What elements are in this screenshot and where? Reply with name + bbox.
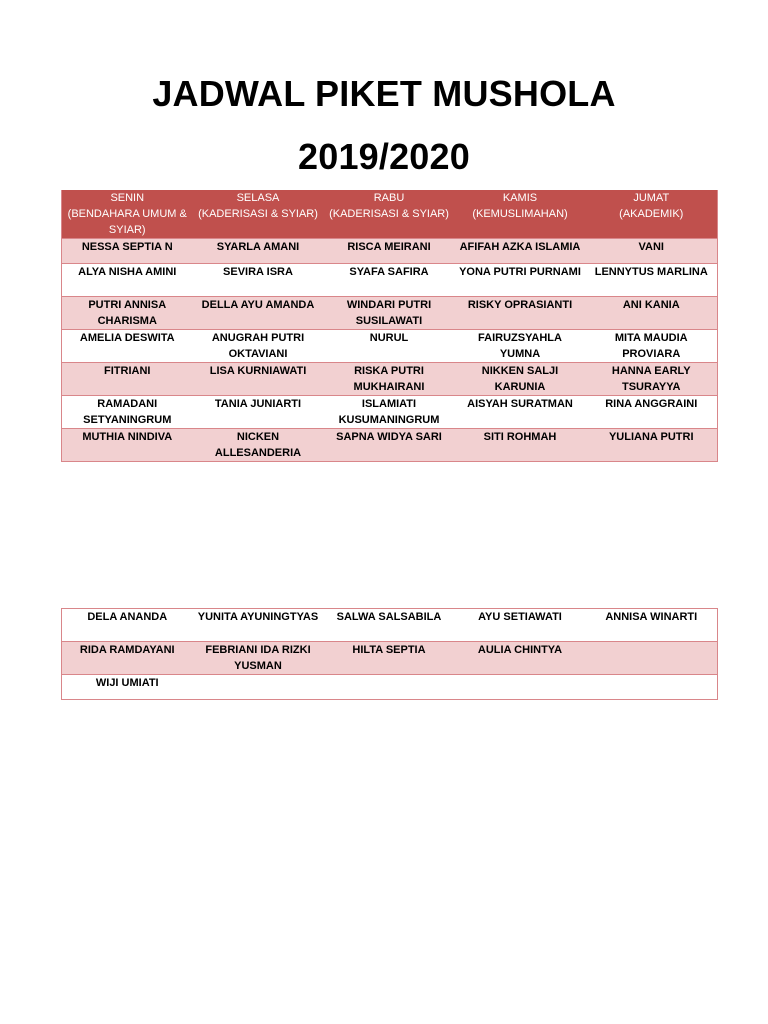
page-subtitle-year: 2019/2020 <box>298 136 470 177</box>
table-cell: ALYA NISHA AMINI <box>62 264 193 297</box>
table-cell: MITA MAUDIA PROVIARA <box>586 330 718 363</box>
table-cell: RISKA PUTRI MUKHAIRANI <box>324 363 455 396</box>
table-cell: SAPNA WIDYA SARI <box>324 429 455 462</box>
table-cell: NICKEN ALLESANDERIA <box>193 429 324 462</box>
table-cell: LENNYTUS MARLINA <box>586 264 718 297</box>
table-row <box>62 642 718 675</box>
table-cell: YONA PUTRI PURNAMI <box>455 264 586 297</box>
table-cell: AISYAH SURATMAN <box>455 396 586 429</box>
table-cell: DELA ANANDA <box>62 609 193 642</box>
table-cell: RIDA RAMDAYANI <box>62 642 193 675</box>
table-cell: NIKKEN SALJI KARUNIA <box>455 363 586 396</box>
header-role: (BENDAHARA UMUM & SYIAR) <box>67 208 187 236</box>
table-cell: WIJI UMIATI <box>62 675 193 700</box>
header-role: (KEMUSLIMAHAN) <box>472 208 568 220</box>
header-day: SELASA <box>236 192 280 204</box>
table-cell: NURUL <box>324 330 455 363</box>
header-day: RABU <box>373 192 405 204</box>
table-cell: WINDARI PUTRI SUSILAWATI <box>324 297 455 330</box>
table-cell: ANUGRAH PUTRI OKTAVIANI <box>193 330 324 363</box>
table-cell: FAIRUZSYAHLA YUMNA <box>455 330 586 363</box>
header-day: SENIN <box>110 192 145 204</box>
page-title: JADWAL PIKET MUSHOLA <box>152 73 616 114</box>
table-cell: FITRIANI <box>62 363 193 396</box>
table-cell: AFIFAH AZKA ISLAMIA <box>455 239 586 264</box>
table-cell <box>455 675 586 700</box>
table-cell: SEVIRA ISRA <box>193 264 324 297</box>
header-row <box>62 190 718 239</box>
table-cell: SYAFA SAFIRA <box>324 264 455 297</box>
table-cell: ANI KANIA <box>586 297 718 330</box>
table-cell: ANNISA WINARTI <box>586 609 718 642</box>
header-role: (KADERISASI & SYIAR) <box>329 208 449 220</box>
table-cell: ISLAMIATI KUSUMANINGRUM <box>324 396 455 429</box>
header-jumat <box>586 190 718 239</box>
header-day: KAMIS <box>502 192 538 204</box>
table-cell <box>193 675 324 700</box>
table-cell: SALWA SALSABILA <box>324 609 455 642</box>
header-kamis <box>455 190 586 239</box>
table-cell: YUNITA AYUNINGTYAS <box>193 609 324 642</box>
header-senin <box>62 190 193 239</box>
schedule-table <box>61 190 718 462</box>
table-cell: NESSA SEPTIA N <box>62 239 193 264</box>
table-cell: HILTA SEPTIA <box>324 642 455 675</box>
table-cell: AULIA CHINTYA <box>455 642 586 675</box>
table-row <box>62 297 718 330</box>
table-row <box>62 396 718 429</box>
table-cell: RISKY OPRASIANTI <box>455 297 586 330</box>
header-rabu <box>324 190 455 239</box>
table-row <box>62 264 718 297</box>
table-cell: AMELIA DESWITA <box>62 330 193 363</box>
table-row <box>62 330 718 363</box>
table-row <box>62 609 718 642</box>
table-cell: YULIANA PUTRI <box>586 429 718 462</box>
table-cell: VANI <box>586 239 718 264</box>
table-cell <box>324 675 455 700</box>
table-row <box>62 429 718 462</box>
table-cell: HANNA EARLY TSURAYYA <box>586 363 718 396</box>
table-cell <box>586 642 718 675</box>
table-cell: LISA KURNIAWATI <box>193 363 324 396</box>
table-row <box>62 239 718 264</box>
table-cell: AYU SETIAWATI <box>455 609 586 642</box>
header-selasa <box>193 190 324 239</box>
table-cell: TANIA JUNIARTI <box>193 396 324 429</box>
table-cell: RINA ANGGRAINI <box>586 396 718 429</box>
header-role: (AKADEMIK) <box>619 208 684 220</box>
schedule-table-continued <box>61 608 718 700</box>
table-cell: RISCA MEIRANI <box>324 239 455 264</box>
header-day: JUMAT <box>633 192 670 204</box>
table-cell: SITI ROHMAH <box>455 429 586 462</box>
table-cell: RAMADANI SETYANINGRUM <box>62 396 193 429</box>
header-role: (KADERISASI & SYIAR) <box>198 208 318 220</box>
table-cell: SYARLA AMANI <box>193 239 324 264</box>
table-row <box>62 363 718 396</box>
table-cell: FEBRIANI IDA RIZKI YUSMAN <box>193 642 324 675</box>
table-cell: MUTHIA NINDIVA <box>62 429 193 462</box>
table-cell: DELLA AYU AMANDA <box>193 297 324 330</box>
table-cell <box>586 675 718 700</box>
table-cell: PUTRI ANNISA CHARISMA <box>62 297 193 330</box>
table-row <box>62 675 718 700</box>
